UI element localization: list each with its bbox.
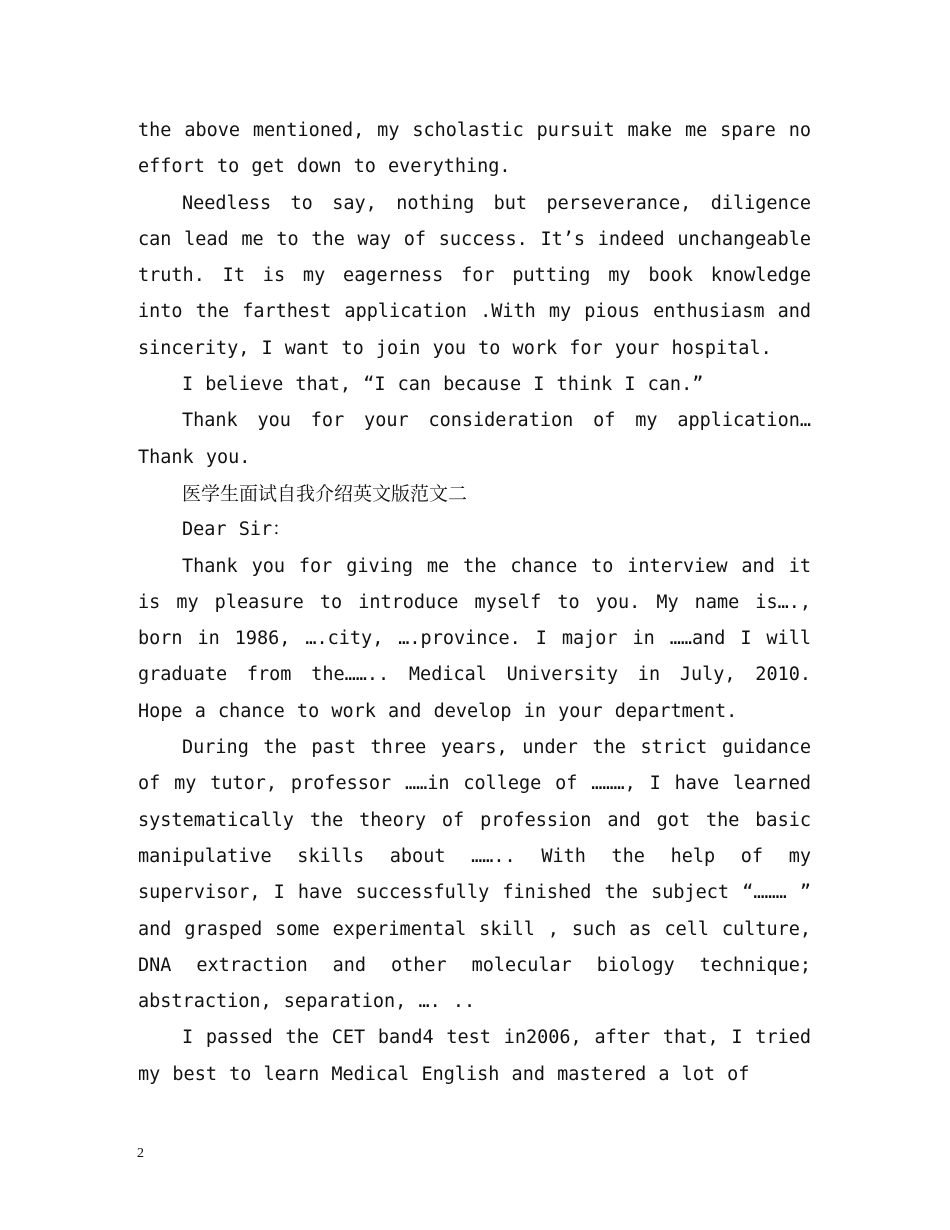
paragraph-study-experience: During the past three years, under the strict guidance of my tutor, professor ……in college of ………, I have learned systematically the theory of profession and got the basic manipulative skills about …….. With the help of my supervisor, I have successfully finished the subject “……… ” and grasped some experimental skill , such as cell culture, DNA extraction and other molecular biology technique; abstraction, separation, …. .. (138, 737, 811, 1013)
paragraph-english-skills: I passed the CET band4 test in2006, after that, I tried my best to learn Medical English and mastered a lot of (138, 1027, 811, 1085)
page-number: 2 (137, 1146, 144, 1161)
paragraph-continuation: the above mentioned, my scholastic pursuit make me spare no effort to get down to everything. (138, 120, 811, 178)
section-heading: 医学生面试自我介绍英文版范文二 (182, 482, 468, 505)
paragraph-belief: I believe that, “I can because I think I can.” (182, 374, 704, 396)
paragraph-thanks: Thank you for your consideration of my application…Thank you. (138, 410, 811, 468)
paragraph-introduction: Thank you for giving me the chance to interview and it is my pleasure to introduce myself to you. My name is…., born in 1986, ….city, ….province. I major in ……and I will graduate from the…….. Medical University in July, 2010. Hope a chance to work and develop in your department. (138, 555, 811, 722)
salutation: Dear Sir： (182, 519, 291, 541)
paragraph-perseverance: Needless to say, nothing but perseverance, diligence can lead me to the way of success. It’s indeed unchangeable truth. It is my eagerness for putting my book knowledge into the farthest application .With my pious enthusiasm and sincerity, I want to join you to work for your hospital. (138, 192, 811, 359)
document-body (138, 113, 811, 1093)
